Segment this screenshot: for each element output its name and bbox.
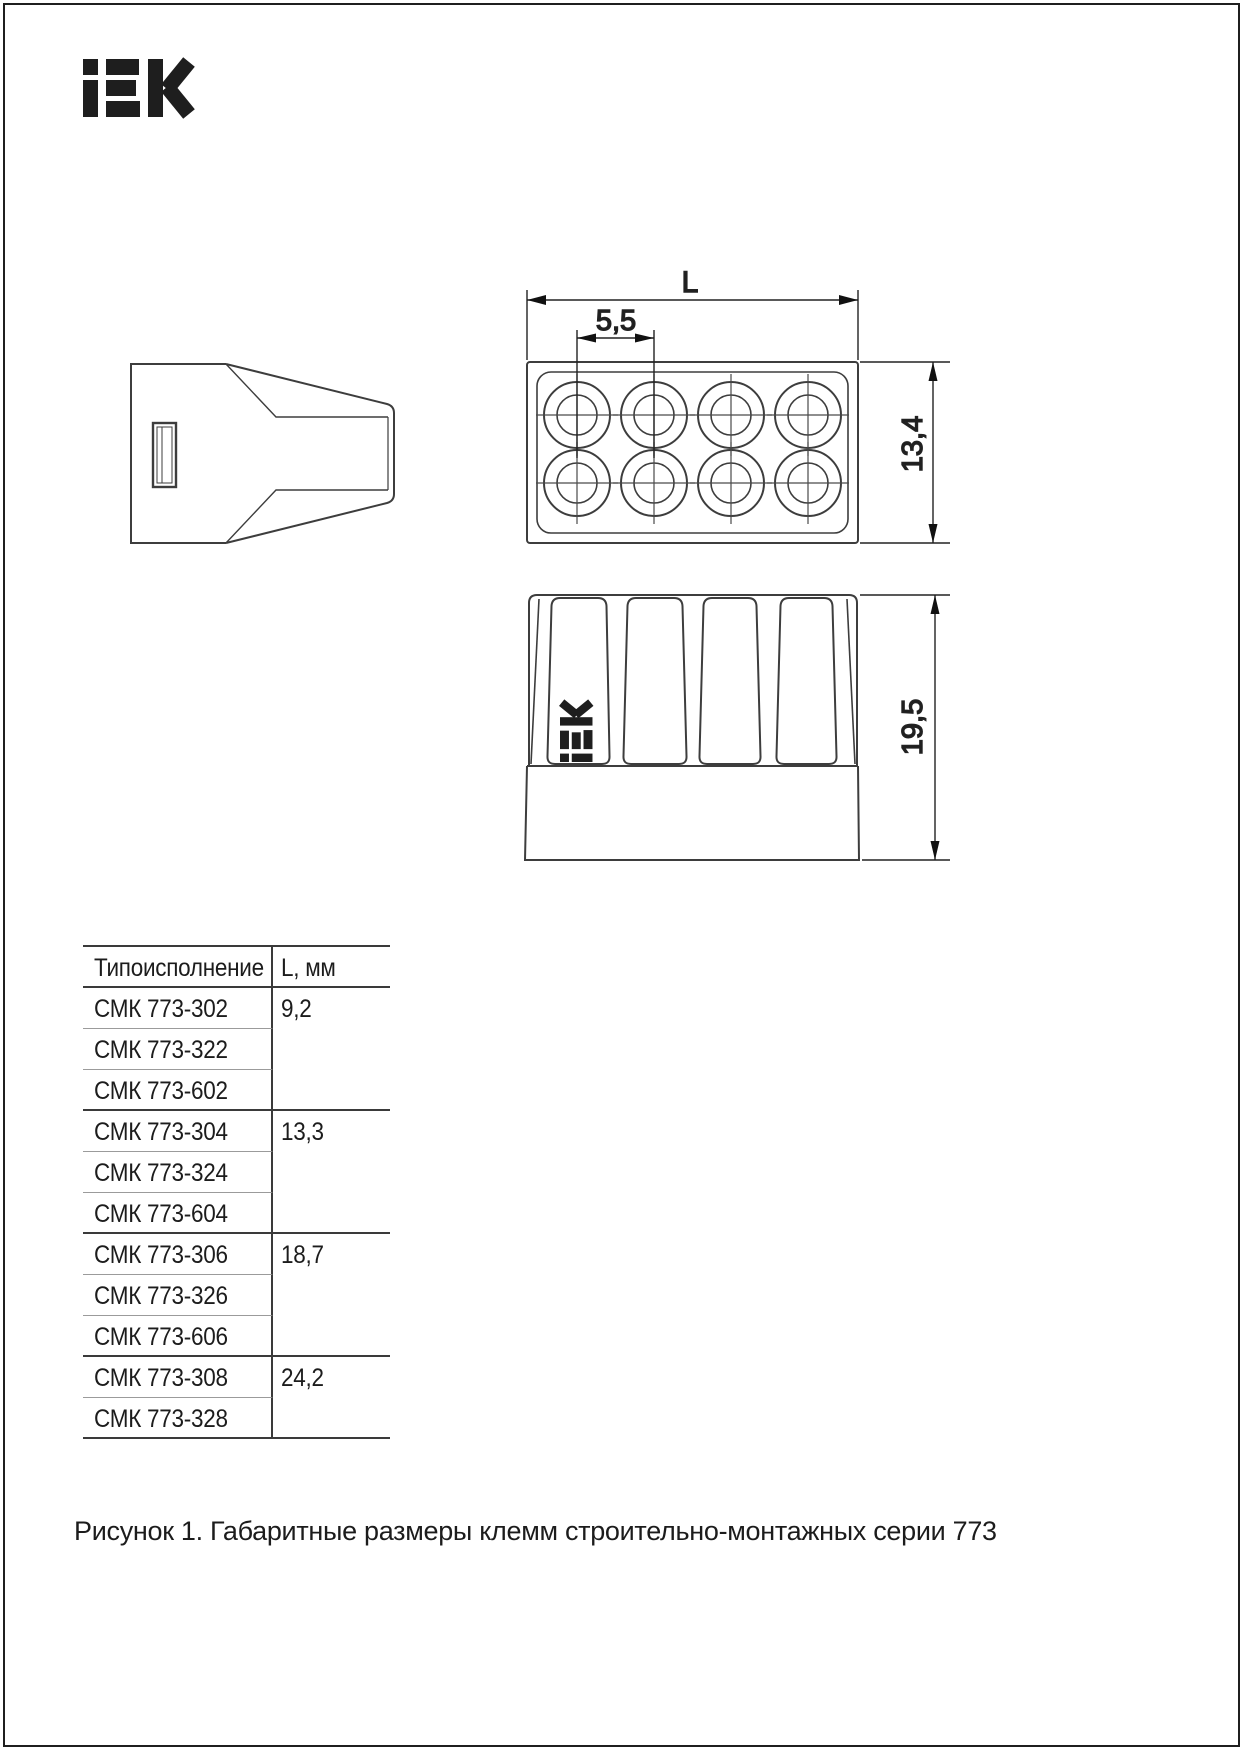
table-row: СМК 773-308 xyxy=(83,1357,273,1398)
table-row: СМК 773-606 xyxy=(83,1316,273,1357)
type-length-table xyxy=(83,945,390,1439)
table-row: СМК 773-306 xyxy=(83,1234,273,1275)
iek-logo xyxy=(83,59,189,117)
table-row: СМК 773-602 xyxy=(83,1070,273,1111)
dim-label-pitch: 5,5 xyxy=(595,305,637,337)
table-row: СМК 773-322 xyxy=(83,1029,273,1070)
table-row: СМК 773-328 xyxy=(83,1398,273,1439)
table-header-length: L, мм xyxy=(273,945,390,988)
table-row: СМК 773-302 xyxy=(83,988,273,1029)
length-value: 24,2 xyxy=(273,1357,390,1439)
table-row: СМК 773-324 xyxy=(83,1152,273,1193)
iek-logo-rotated xyxy=(560,703,592,762)
side-view xyxy=(131,364,394,543)
dim-label-L: L xyxy=(681,266,699,299)
table-row: СМК 773-304 xyxy=(83,1111,273,1152)
dim-label-front-height: 19,5 xyxy=(897,698,929,756)
figure-caption: Рисунок 1. Габаритные размеры клемм строительно-монтажных серии 773 xyxy=(74,1516,997,1546)
dimension-top-view-height xyxy=(860,362,950,543)
length-value: 18,7 xyxy=(273,1234,390,1357)
side-view-slot xyxy=(153,423,176,487)
length-value: 9,2 xyxy=(273,988,390,1111)
dim-label-top-height: 13,4 xyxy=(897,415,929,473)
length-value: 13,3 xyxy=(273,1111,390,1234)
table-row: СМК 773-326 xyxy=(83,1275,273,1316)
dimension-front-view-height xyxy=(860,595,950,860)
terminal-holes xyxy=(536,374,849,524)
front-view xyxy=(525,595,859,860)
table-header-type: Типоисполнение xyxy=(83,945,273,988)
table-row: СМК 773-604 xyxy=(83,1193,273,1234)
dimension-hole-pitch xyxy=(577,305,654,458)
